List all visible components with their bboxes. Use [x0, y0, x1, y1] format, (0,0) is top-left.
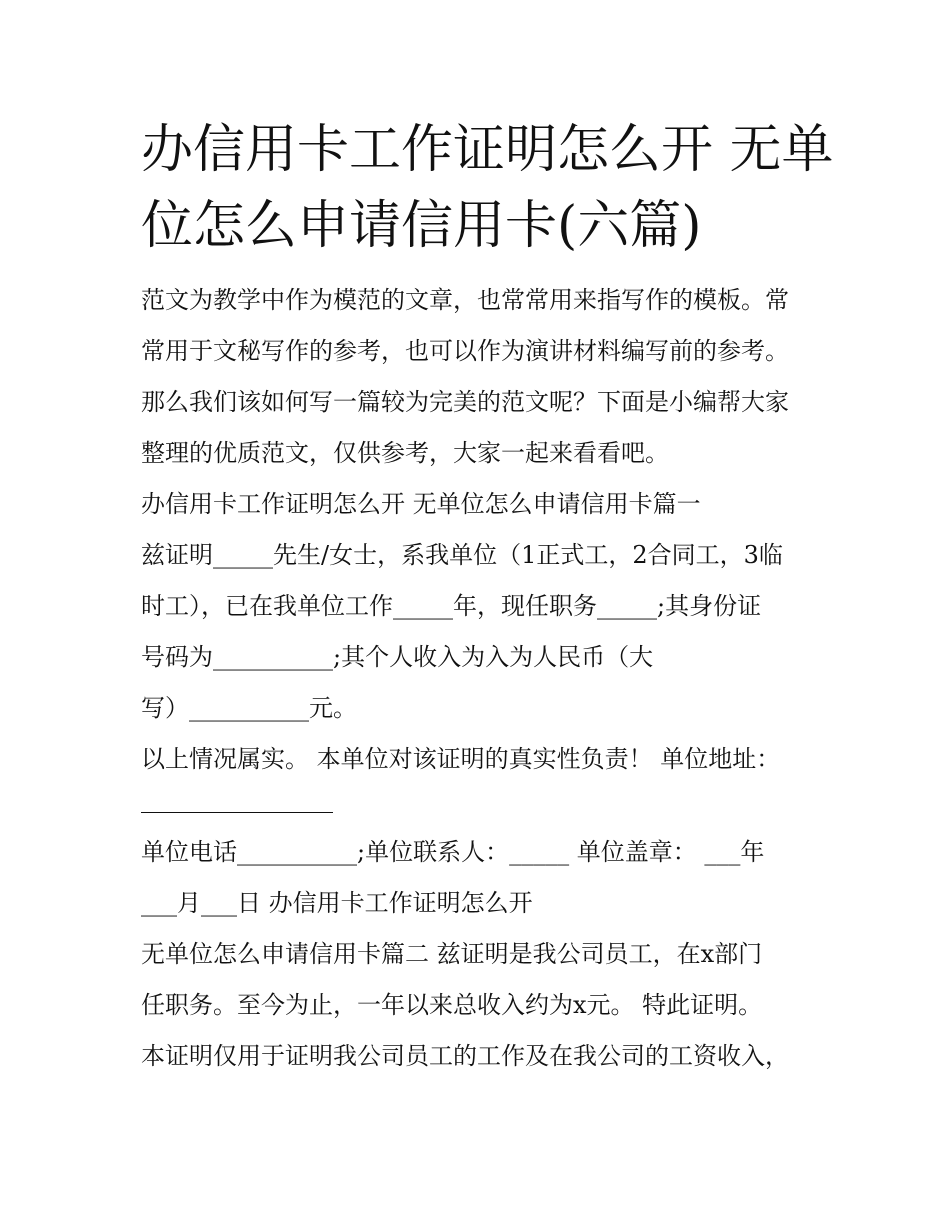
address-blank-rule [141, 812, 333, 813]
intro-line-2: 常用于文秘写作的参考，也可以作为演讲材料编写前的参考。 [141, 337, 789, 365]
document-title [141, 112, 834, 264]
certificate-line-6: 单位电话__________;单位联系人：_____ 单位盖章： ___年 [141, 838, 765, 866]
section-two-line-3: 本证明仅用于证明我公司员工的工作及在我公司的工资收入， [141, 1042, 789, 1070]
certificate-line-1: 兹证明_____先生/女士，系我单位（1正式工，2合同工，3临 [141, 541, 783, 569]
title-line-1: 办信用卡工作证明怎么开 无单 [141, 120, 834, 180]
certificate-line-3: 号码为__________;其个人收入为入为人民币（大 [141, 643, 654, 671]
section-two-line-1: 无单位怎么申请信用卡篇二 兹证明是我公司员工，在x部门 [141, 940, 763, 968]
section-two-line-2: 任职务。至今为止，一年以来总收入约为x元。 特此证明。 [141, 991, 763, 1019]
certificate-line-5: 以上情况属实。 本单位对该证明的真实性负责！ 单位地址： [141, 745, 781, 773]
certificate-line-7: ___月___日 办信用卡工作证明怎么开 [141, 889, 533, 917]
section-heading-1: 办信用卡工作证明怎么开 无单位怎么申请信用卡篇一 [141, 490, 701, 518]
certificate-line-2: 时工），已在我单位工作_____年，现任职务_____;其身份证 [141, 592, 762, 620]
intro-line-4: 整理的优质范文，仅供参考，大家一起来看看吧。 [141, 439, 669, 467]
certificate-line-4: 写）__________元。 [141, 694, 357, 722]
title-line-2: 位怎么申请信用卡(六篇) [141, 196, 702, 256]
intro-line-3: 那么我们该如何写一篇较为完美的范文呢？下面是小编帮大家 [141, 388, 789, 416]
intro-line-1: 范文为教学中作为模范的文章，也常常用来指写作的模板。常 [141, 286, 789, 314]
